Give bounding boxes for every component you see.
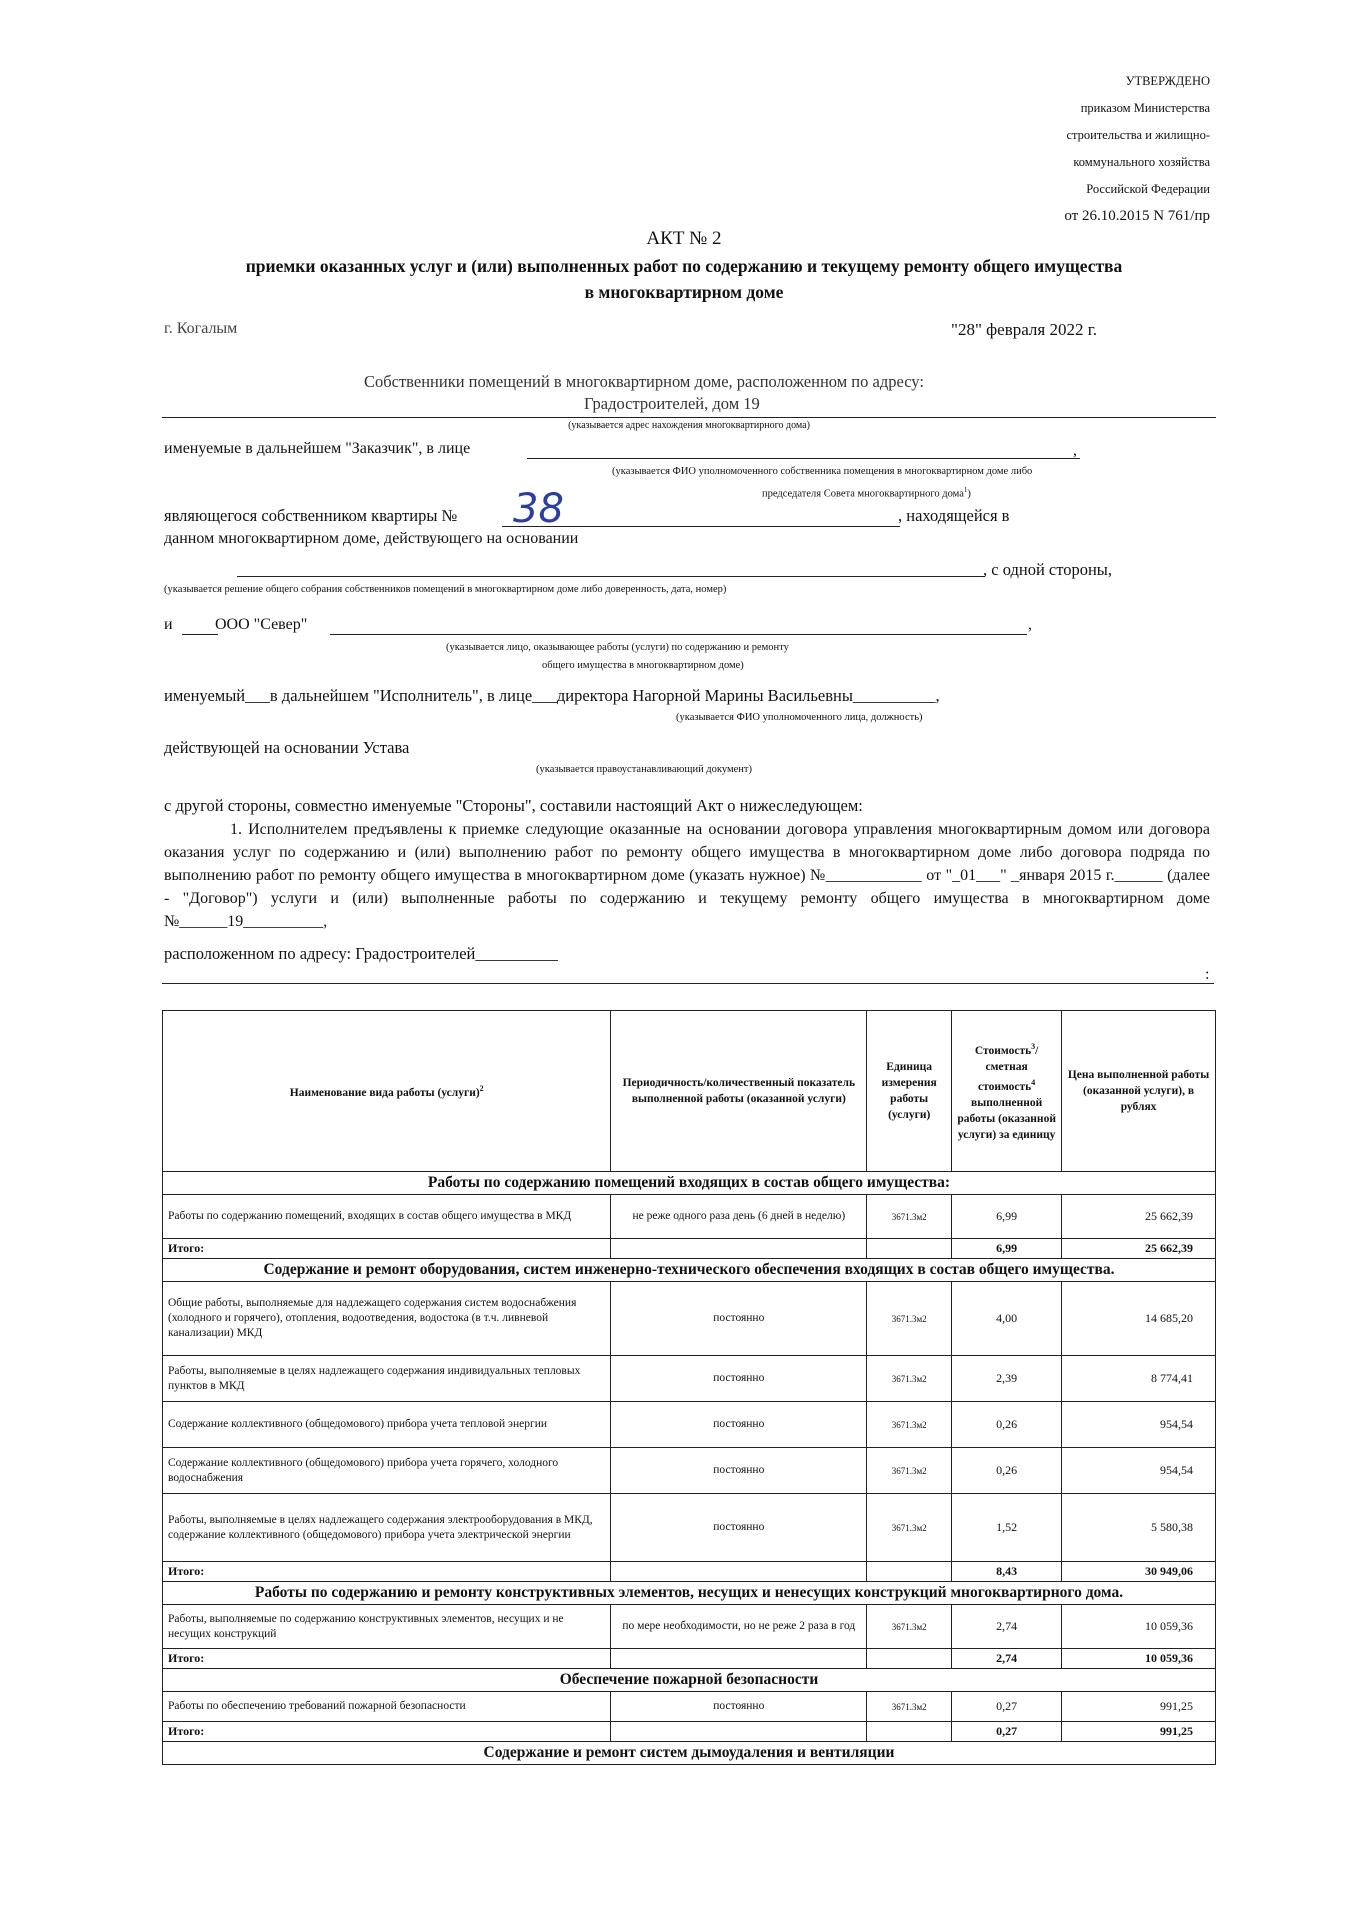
row-unit: 3671.3м2 — [867, 1605, 952, 1649]
clause-1-end: расположенном по адресу: Градостроителей__________ — [164, 944, 558, 963]
address-hint: (указывается адрес нахождения многоквартирного дома) — [568, 420, 810, 431]
contractor-hint-1: (указывается лицо, оказывающее работы (услуги) по содержанию и ремонту — [446, 642, 789, 653]
customer-hint-2-text: председателя Совета многоквартирного дома — [762, 488, 964, 500]
row-unit: 3671.3м2 — [867, 1356, 952, 1402]
row-cost: 0,26 — [952, 1448, 1062, 1494]
apartment-prefix: являющегося собственником квартиры № — [164, 506, 458, 525]
apartment-suffix: , находящейся в — [898, 506, 1010, 525]
footnote-ref: 2 — [479, 1084, 484, 1094]
works-body — [163, 1172, 1216, 1765]
footnote-ref: 1 — [963, 486, 968, 494]
row-periodicity: постоянно — [611, 1402, 867, 1448]
row-periodicity: постоянно — [611, 1282, 867, 1356]
total-label: Итого: — [163, 1562, 611, 1582]
total-price: 991,25 — [1062, 1722, 1216, 1742]
approval-line: приказом Министерства — [1080, 101, 1210, 115]
row-price: 954,54 — [1062, 1402, 1216, 1448]
total-label: Итого: — [163, 1239, 611, 1259]
act-subtitle-line1: приемки оказанных услуг и (или) выполненных работ по содержанию и текущему ремонту общего имущества — [245, 256, 1123, 276]
header-cost-a: Стоимость — [974, 1045, 1032, 1057]
row-price: 25 662,39 — [1062, 1195, 1216, 1239]
acting-hint: (указывается правоустанавливающий документ) — [536, 764, 752, 775]
address-line — [162, 417, 1216, 418]
empty-cell — [611, 1239, 867, 1259]
row-unit: 3671.3м2 — [867, 1494, 952, 1562]
approval-block — [1064, 68, 1210, 230]
footnote-ref: 3 — [1031, 1042, 1036, 1052]
table-row — [163, 1692, 1216, 1722]
act-subtitle-line2: в многоквартирном доме — [584, 282, 784, 302]
table-row — [163, 1356, 1216, 1402]
row-name: Работы по содержанию помещений, входящих в состав общего имущества в МКД — [163, 1195, 611, 1239]
executor-line: именуемый___в дальнейшем "Исполнитель", в лице___директора Нагорной Марины Васильевны__________, — [164, 686, 940, 705]
section-title: Содержание и ремонт оборудования, систем инженерно-технического обеспечения входящих в состав общего имущества. — [163, 1259, 1216, 1282]
header-price: Цена выполненной работы (оказанной услуги), в рублях — [1062, 1011, 1216, 1172]
address: Градостроителей, дом 19 — [584, 394, 760, 413]
section-row — [163, 1742, 1216, 1765]
section-row — [163, 1172, 1216, 1195]
row-name: Работы, выполняемые по содержанию конструктивных элементов, несущих и не несущих конструкций — [163, 1605, 611, 1649]
section-title: Содержание и ремонт систем дымоудаления и вентиляции — [163, 1742, 1216, 1765]
empty-cell — [867, 1239, 952, 1259]
one-side: , с одной стороны, — [983, 560, 1113, 579]
approval-line: Российской Федерации — [1086, 182, 1210, 196]
contractor-blank — [330, 634, 1027, 635]
row-name: Содержание коллективного (общедомового) прибора учета горячего, холодного водоснабжения — [163, 1448, 611, 1494]
empty-cell — [611, 1562, 867, 1582]
row-unit: 3671.3м2 — [867, 1282, 952, 1356]
header-cost — [952, 1011, 1062, 1172]
header-unit: Единица измерения работы (услуги) — [867, 1011, 952, 1172]
total-row — [163, 1649, 1216, 1669]
and-blank — [182, 634, 218, 635]
row-price: 954,54 — [1062, 1448, 1216, 1494]
row-name: Работы, выполняемые в целях надлежащего содержания индивидуальных тепловых пунктов в МКД — [163, 1356, 611, 1402]
header-cost-b: /сметная стоимость — [978, 1045, 1039, 1093]
table-row — [163, 1282, 1216, 1356]
empty-cell — [867, 1722, 952, 1742]
row-cost: 0,26 — [952, 1402, 1062, 1448]
row-periodicity: постоянно — [611, 1494, 867, 1562]
row-periodicity: постоянно — [611, 1692, 867, 1722]
approval-line: строительства и жилищно- — [1066, 128, 1210, 142]
customer-line: именуемые в дальнейшем "Заказчик", в лице — [164, 440, 471, 457]
footnote-ref: 4 — [1031, 1078, 1036, 1087]
approval-line: от 26.10.2015 N 761/пр — [1064, 208, 1210, 224]
table-row — [163, 1195, 1216, 1239]
table-row — [163, 1494, 1216, 1562]
row-cost: 4,00 — [952, 1282, 1062, 1356]
header-periodicity: Периодичность/количественный показатель выполненной работы (оказанной услуги) — [611, 1011, 867, 1172]
act-title: АКТ № 2 — [646, 228, 722, 249]
table-header-row — [163, 1011, 1216, 1172]
row-unit: 3671.3м2 — [867, 1448, 952, 1494]
clause-1: 1. Исполнителем предъявлены к приемке следующие оказанные на основании договора управления многоквартирным домом или договора оказания услуг по содержанию и (или) выполнению работ по ремонту общего имущества в многоквартирном доме либо договора подряда по выполнению работ по ремонту общего имущества в многоквартирном доме (указать нужное) №____________ от "_01___" _января 2015 г.______ (далее - "Договор") услуги и (или) выполненные работы по содержанию и текущему ремонту общего имущества в многоквартирном доме №______19__________, — [164, 821, 1210, 930]
contractor-name: ООО "Север" — [215, 616, 308, 633]
total-price: 30 949,06 — [1062, 1562, 1216, 1582]
row-cost: 1,52 — [952, 1494, 1062, 1562]
empty-cell — [611, 1649, 867, 1669]
acting-line: действующей на основании Устава — [164, 738, 410, 757]
header-cost-c: выполненной работы (оказанной услуги) за единицу — [957, 1096, 1056, 1141]
section-title: Работы по содержанию и ремонту конструктивных элементов, несущих и ненесущих конструкций многоквартирного дома. — [163, 1582, 1216, 1605]
city: г. Когалым — [164, 320, 238, 337]
customer-hint-1: (указывается ФИО уполномоченного собственника помещения в многоквартирном доме либо — [612, 466, 1033, 477]
empty-cell — [611, 1722, 867, 1742]
total-cost: 6,99 — [952, 1239, 1062, 1259]
total-cost: 2,74 — [952, 1649, 1062, 1669]
total-cost: 0,27 — [952, 1722, 1062, 1742]
basis-blank — [237, 576, 985, 577]
row-name: Работы по обеспечению требований пожарной безопасности — [163, 1692, 611, 1722]
section-title: Работы по содержанию помещений входящих в состав общего имущества: — [163, 1172, 1216, 1195]
total-row — [163, 1722, 1216, 1742]
total-price: 25 662,39 — [1062, 1239, 1216, 1259]
act-date: "28" февраля 2022 г. — [951, 320, 1098, 339]
row-cost: 2,74 — [952, 1605, 1062, 1649]
table-row — [163, 1448, 1216, 1494]
table-row — [163, 1605, 1216, 1649]
approval-line: коммунального хозяйства — [1073, 155, 1210, 169]
executor-hint: (указывается ФИО уполномоченного лица, должность) — [676, 712, 923, 723]
customer-hint-2-end: ) — [967, 488, 971, 500]
row-cost: 0,27 — [952, 1692, 1062, 1722]
customer-hint-2 — [762, 486, 971, 500]
customer-blank — [527, 458, 1080, 459]
row-name: Содержание коллективного (общедомового) прибора учета тепловой энергии — [163, 1402, 611, 1448]
apartment-number-handwritten: 38 — [513, 486, 564, 532]
apartment-blank — [502, 526, 900, 527]
row-price: 5 580,38 — [1062, 1494, 1216, 1562]
approval-line: УТВЕРЖДЕНО — [1125, 74, 1210, 88]
contractor-hint-2: общего имущества в многоквартирном доме) — [542, 660, 744, 671]
section-row — [163, 1669, 1216, 1692]
basis-line: данном многоквартирном доме, действующего на основании — [164, 530, 579, 547]
comma: , — [1073, 442, 1077, 459]
total-row — [163, 1239, 1216, 1259]
total-cost: 8,43 — [952, 1562, 1062, 1582]
total-row — [163, 1562, 1216, 1582]
row-price: 991,25 — [1062, 1692, 1216, 1722]
row-unit: 3671.3м2 — [867, 1195, 952, 1239]
row-price: 8 774,41 — [1062, 1356, 1216, 1402]
row-periodicity: по мере необходимости, но не реже 2 раза в год — [611, 1605, 867, 1649]
total-label: Итого: — [163, 1722, 611, 1742]
row-name: Работы, выполняемые в целях надлежащего содержания электрооборудования в МКД, содержание коллективного (общедомового) прибора учета электрической энергии — [163, 1494, 611, 1562]
clause-1-line — [162, 983, 1214, 984]
works-table — [162, 1010, 1216, 1765]
total-price: 10 059,36 — [1062, 1649, 1216, 1669]
comma: , — [1028, 616, 1032, 633]
row-unit: 3671.3м2 — [867, 1692, 952, 1722]
table-row — [163, 1402, 1216, 1448]
section-title: Обеспечение пожарной безопасности — [163, 1669, 1216, 1692]
row-periodicity: постоянно — [611, 1448, 867, 1494]
row-price: 14 685,20 — [1062, 1282, 1216, 1356]
row-periodicity: постоянно — [611, 1356, 867, 1402]
row-periodicity: не реже одного раза день (6 дней в неделю) — [611, 1195, 867, 1239]
header-name-text: Наименование вида работы (услуги) — [289, 1086, 480, 1099]
section-row — [163, 1259, 1216, 1282]
row-name: Общие работы, выполняемые для надлежащего содержания систем водоснабжения (холодного и горячего), отопления, водоотведения, водостока (в т.ч. ливневой канализации) МКД — [163, 1282, 611, 1356]
total-label: Итого: — [163, 1649, 611, 1669]
empty-cell — [867, 1562, 952, 1582]
header-name — [163, 1011, 611, 1172]
basis-hint: (указывается решение общего собрания собственников помещений в многоквартирном доме либо доверенность, дата, номер) — [164, 584, 727, 595]
owners-intro: Собственники помещений в многоквартирном доме, расположенном по адресу: — [364, 372, 924, 391]
other-side: с другой стороны, совместно именуемые "Стороны", составили настоящий Акт о нижеследующем: — [164, 796, 863, 815]
empty-cell — [867, 1649, 952, 1669]
row-price: 10 059,36 — [1062, 1605, 1216, 1649]
row-unit: 3671.3м2 — [867, 1402, 952, 1448]
section-row — [163, 1582, 1216, 1605]
row-cost: 2,39 — [952, 1356, 1062, 1402]
colon: : — [1205, 966, 1210, 983]
and-label: и — [164, 616, 173, 633]
row-cost: 6,99 — [952, 1195, 1062, 1239]
